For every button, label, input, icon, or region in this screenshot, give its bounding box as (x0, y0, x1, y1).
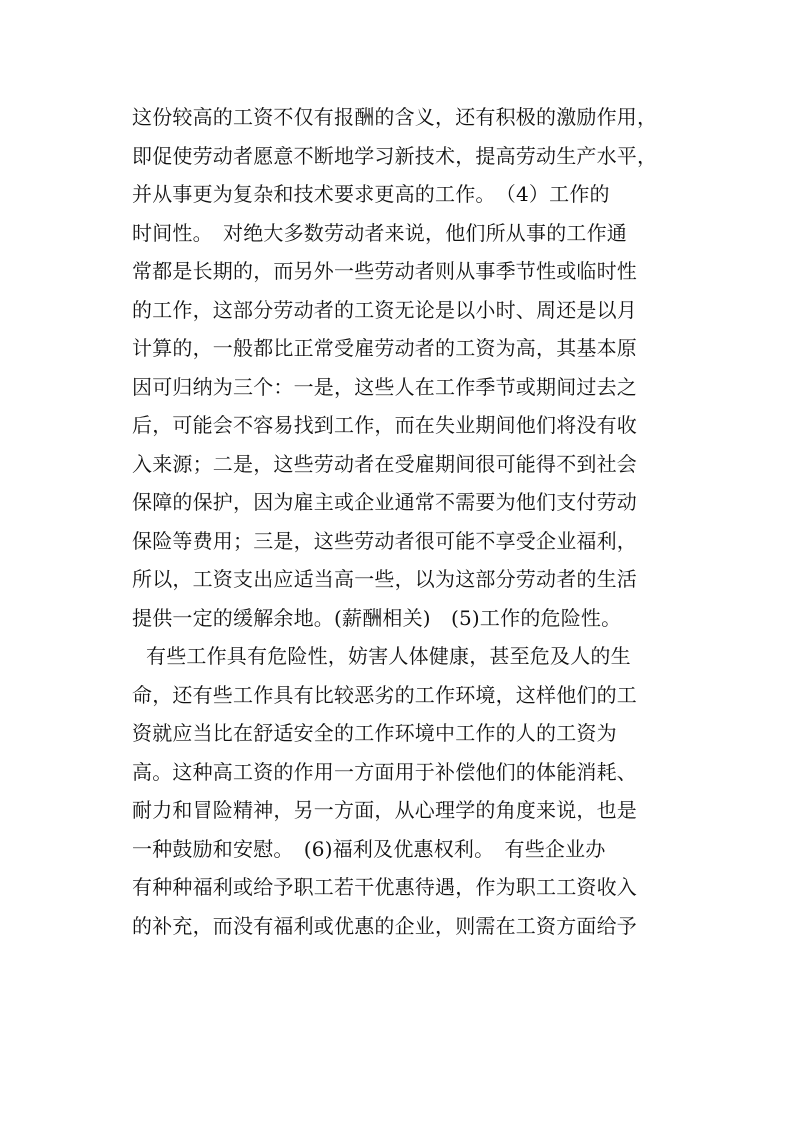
text-line: 资就应当比在舒适安全的工作环境中工作的人的工资为 (132, 721, 617, 745)
text-line: 有些工作具有危险性，妨害人体健康，甚至危及人的生 (146, 644, 631, 668)
text-line: 后，可能会不容易找到工作，而在失业期间他们将没有收 (132, 413, 637, 437)
text-line: 保险等费用；三是，这些劳动者很可能不享受企业福利， (132, 528, 637, 553)
text-line: 所以，工资支出应适当高一些，以为这部分劳动者的生活 (132, 567, 637, 591)
text-line: 的工作，这部分劳动者的工资无论是以小时、周还是以月 (132, 297, 637, 322)
text-line: 有种种福利或给予职工若干优惠待遇，作为职工工资收入 (132, 875, 637, 899)
text-line: 的补充，而没有福利或优惠的企业，则需在工资方面给予 (132, 913, 637, 938)
text-line: 高。这种高工资的作用一方面用于补偿他们的体能消耗、 (132, 759, 637, 784)
text-line: 耐力和冒险精神，另一方面，从心理学的角度来说，也是 (132, 798, 637, 822)
text-line: 并从事更为复杂和技术要求更高的工作。 （4）工作的 (132, 182, 610, 206)
text-line: 命，还有些工作具有比较恶劣的工作环境，这样他们的工 (132, 682, 637, 707)
text-line: 即促使劳动者愿意不断地学习新技术，提高劳动生产水平， (132, 143, 658, 168)
text-line: 入来源；二是，这些劳动者在受雇期间很可能得不到社会 (132, 451, 637, 476)
text-line: 常都是长期的，而另外一些劳动者则从事季节性或临时性 (132, 259, 637, 283)
text-line: 这份较高的工资不仅有报酬的含义，还有积极的激励作用， (132, 105, 658, 129)
body-text (132, 98, 692, 945)
text-line: 时间性。 对绝大多数劳动者来说，他们所从事的工作通 (132, 220, 627, 245)
text-line: 提供一定的缓解余地。(薪酬相关) (5)工作的危险性。 (132, 605, 622, 630)
text-line: 因可归纳为三个：一是，这些人在工作季节或期间过去之 (132, 374, 637, 399)
text-line: 计算的，一般都比正常受雇劳动者的工资为高，其基本原 (132, 336, 637, 360)
text-line: 一种鼓励和安慰。 (6)福利及优惠权利。 有些企业办 (132, 836, 606, 861)
text-line: 保障的保护，因为雇主或企业通常不需要为他们支付劳动 (132, 490, 637, 514)
